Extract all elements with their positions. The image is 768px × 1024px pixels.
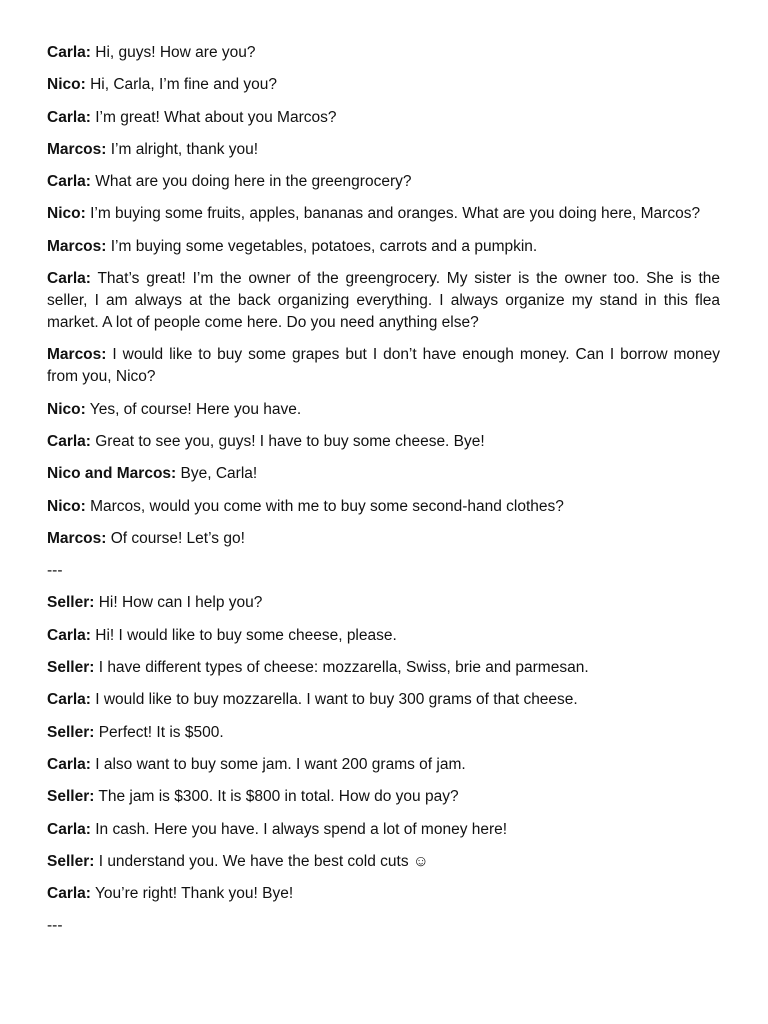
dialogue-line xyxy=(47,139,720,161)
line-text: I’m buying some vegetables, potatoes, carrots and a pumpkin. xyxy=(110,237,538,255)
line-text: Perfect! It is $500. xyxy=(98,723,224,741)
dialogue-line xyxy=(47,689,720,711)
dialogue-line xyxy=(47,236,720,258)
speaker-name: Nico: xyxy=(47,497,86,515)
speaker-name: Carla: xyxy=(47,820,91,838)
line-text: The jam is $300. It is $800 in total. How do you pay? xyxy=(98,788,459,806)
speaker-name: Marcos: xyxy=(47,529,107,547)
speaker-name: Seller: xyxy=(47,788,95,806)
speaker-name: Nico: xyxy=(47,400,86,418)
speaker-name: Seller: xyxy=(47,852,95,870)
line-text: Hi! I would like to buy some cheese, please. xyxy=(95,626,397,644)
speaker-name: Carla: xyxy=(47,755,91,773)
line-text: That’s great! I’m the owner of the greengrocery. My sister is the owner too. She is the seller, I am always at the back organizing everything. I always organize my stand in this flea market. A lot of people come here. Do you need anything else? xyxy=(47,270,720,332)
dialogue-line xyxy=(47,268,720,334)
line-text: I also want to buy some jam. I want 200 grams of jam. xyxy=(95,755,466,773)
speaker-name: Carla: xyxy=(47,432,91,450)
line-text: I’m buying some fruits, apples, bananas and oranges. What are you doing here, Marcos? xyxy=(90,205,701,223)
speaker-name: Seller: xyxy=(47,659,95,677)
dialogue-line xyxy=(47,786,720,808)
speaker-name: Nico: xyxy=(47,205,86,223)
speaker-name: Nico and Marcos: xyxy=(47,465,177,483)
speaker-name: Carla: xyxy=(47,691,91,709)
line-text: Hi, Carla, I’m fine and you? xyxy=(90,76,278,94)
dialogue-line xyxy=(47,344,720,388)
section-separator: --- xyxy=(47,917,63,935)
line-text: Yes, of course! Here you have. xyxy=(89,400,302,418)
speaker-name: Carla: xyxy=(47,626,91,644)
speaker-name: Carla: xyxy=(47,108,91,126)
dialogue-line xyxy=(47,592,720,614)
line-text: I have different types of cheese: mozzarella, Swiss, brie and parmesan. xyxy=(98,659,589,677)
speaker-name: Seller: xyxy=(47,723,95,741)
line-text: Great to see you, guys! I have to buy some cheese. Bye! xyxy=(95,432,485,450)
line-text: I understand you. We have the best cold cuts ☺ xyxy=(98,852,429,870)
dialogue-line xyxy=(47,819,720,841)
speaker-name: Carla: xyxy=(47,270,91,288)
line-text: In cash. Here you have. I always spend a lot of money here! xyxy=(95,820,508,838)
line-text: I would like to buy some grapes but I don’t have enough money. Can I borrow money from you, Nico? xyxy=(47,346,720,386)
dialogue-line xyxy=(47,851,720,873)
speaker-name: Carla: xyxy=(47,173,91,191)
speaker-name: Nico: xyxy=(47,76,86,94)
dialogue-line xyxy=(47,171,720,193)
speaker-name: Carla: xyxy=(47,44,91,61)
dialogue-line xyxy=(47,754,720,776)
line-text: Of course! Let’s go! xyxy=(110,529,245,547)
speaker-name: Seller: xyxy=(47,594,95,612)
line-text: I’m great! What about you Marcos? xyxy=(95,108,337,126)
dialogue-line xyxy=(47,883,720,905)
dialogue-line xyxy=(47,431,720,453)
dialogue-line xyxy=(47,42,720,64)
line-text: I’m alright, thank you! xyxy=(110,140,259,158)
line-text: Hi, guys! How are you? xyxy=(95,44,256,61)
speaker-name: Marcos: xyxy=(47,346,107,364)
dialogue-line xyxy=(47,722,720,744)
section-separator: --- xyxy=(47,562,63,580)
dialogue-line xyxy=(47,528,720,550)
dialogue-line xyxy=(47,203,720,225)
speaker-name: Carla: xyxy=(47,885,91,903)
dialogue-line xyxy=(47,657,720,679)
speaker-name: Marcos: xyxy=(47,140,107,158)
line-text: I would like to buy mozzarella. I want to buy 300 grams of that cheese. xyxy=(95,691,578,709)
line-text: You’re right! Thank you! Bye! xyxy=(94,885,294,903)
dialogue-line xyxy=(47,107,720,129)
line-text: Bye, Carla! xyxy=(180,465,258,483)
dialogue-line xyxy=(47,625,720,647)
dialogue-line xyxy=(47,463,720,485)
dialogue-line xyxy=(47,496,720,518)
document-page xyxy=(47,42,720,948)
dialogue-line xyxy=(47,74,720,96)
line-text: What are you doing here in the greengrocery? xyxy=(95,173,412,191)
speaker-name: Marcos: xyxy=(47,237,107,255)
line-text: Marcos, would you come with me to buy some second-hand clothes? xyxy=(90,497,564,515)
dialogue-line xyxy=(47,399,720,421)
line-text: Hi! How can I help you? xyxy=(98,594,263,612)
